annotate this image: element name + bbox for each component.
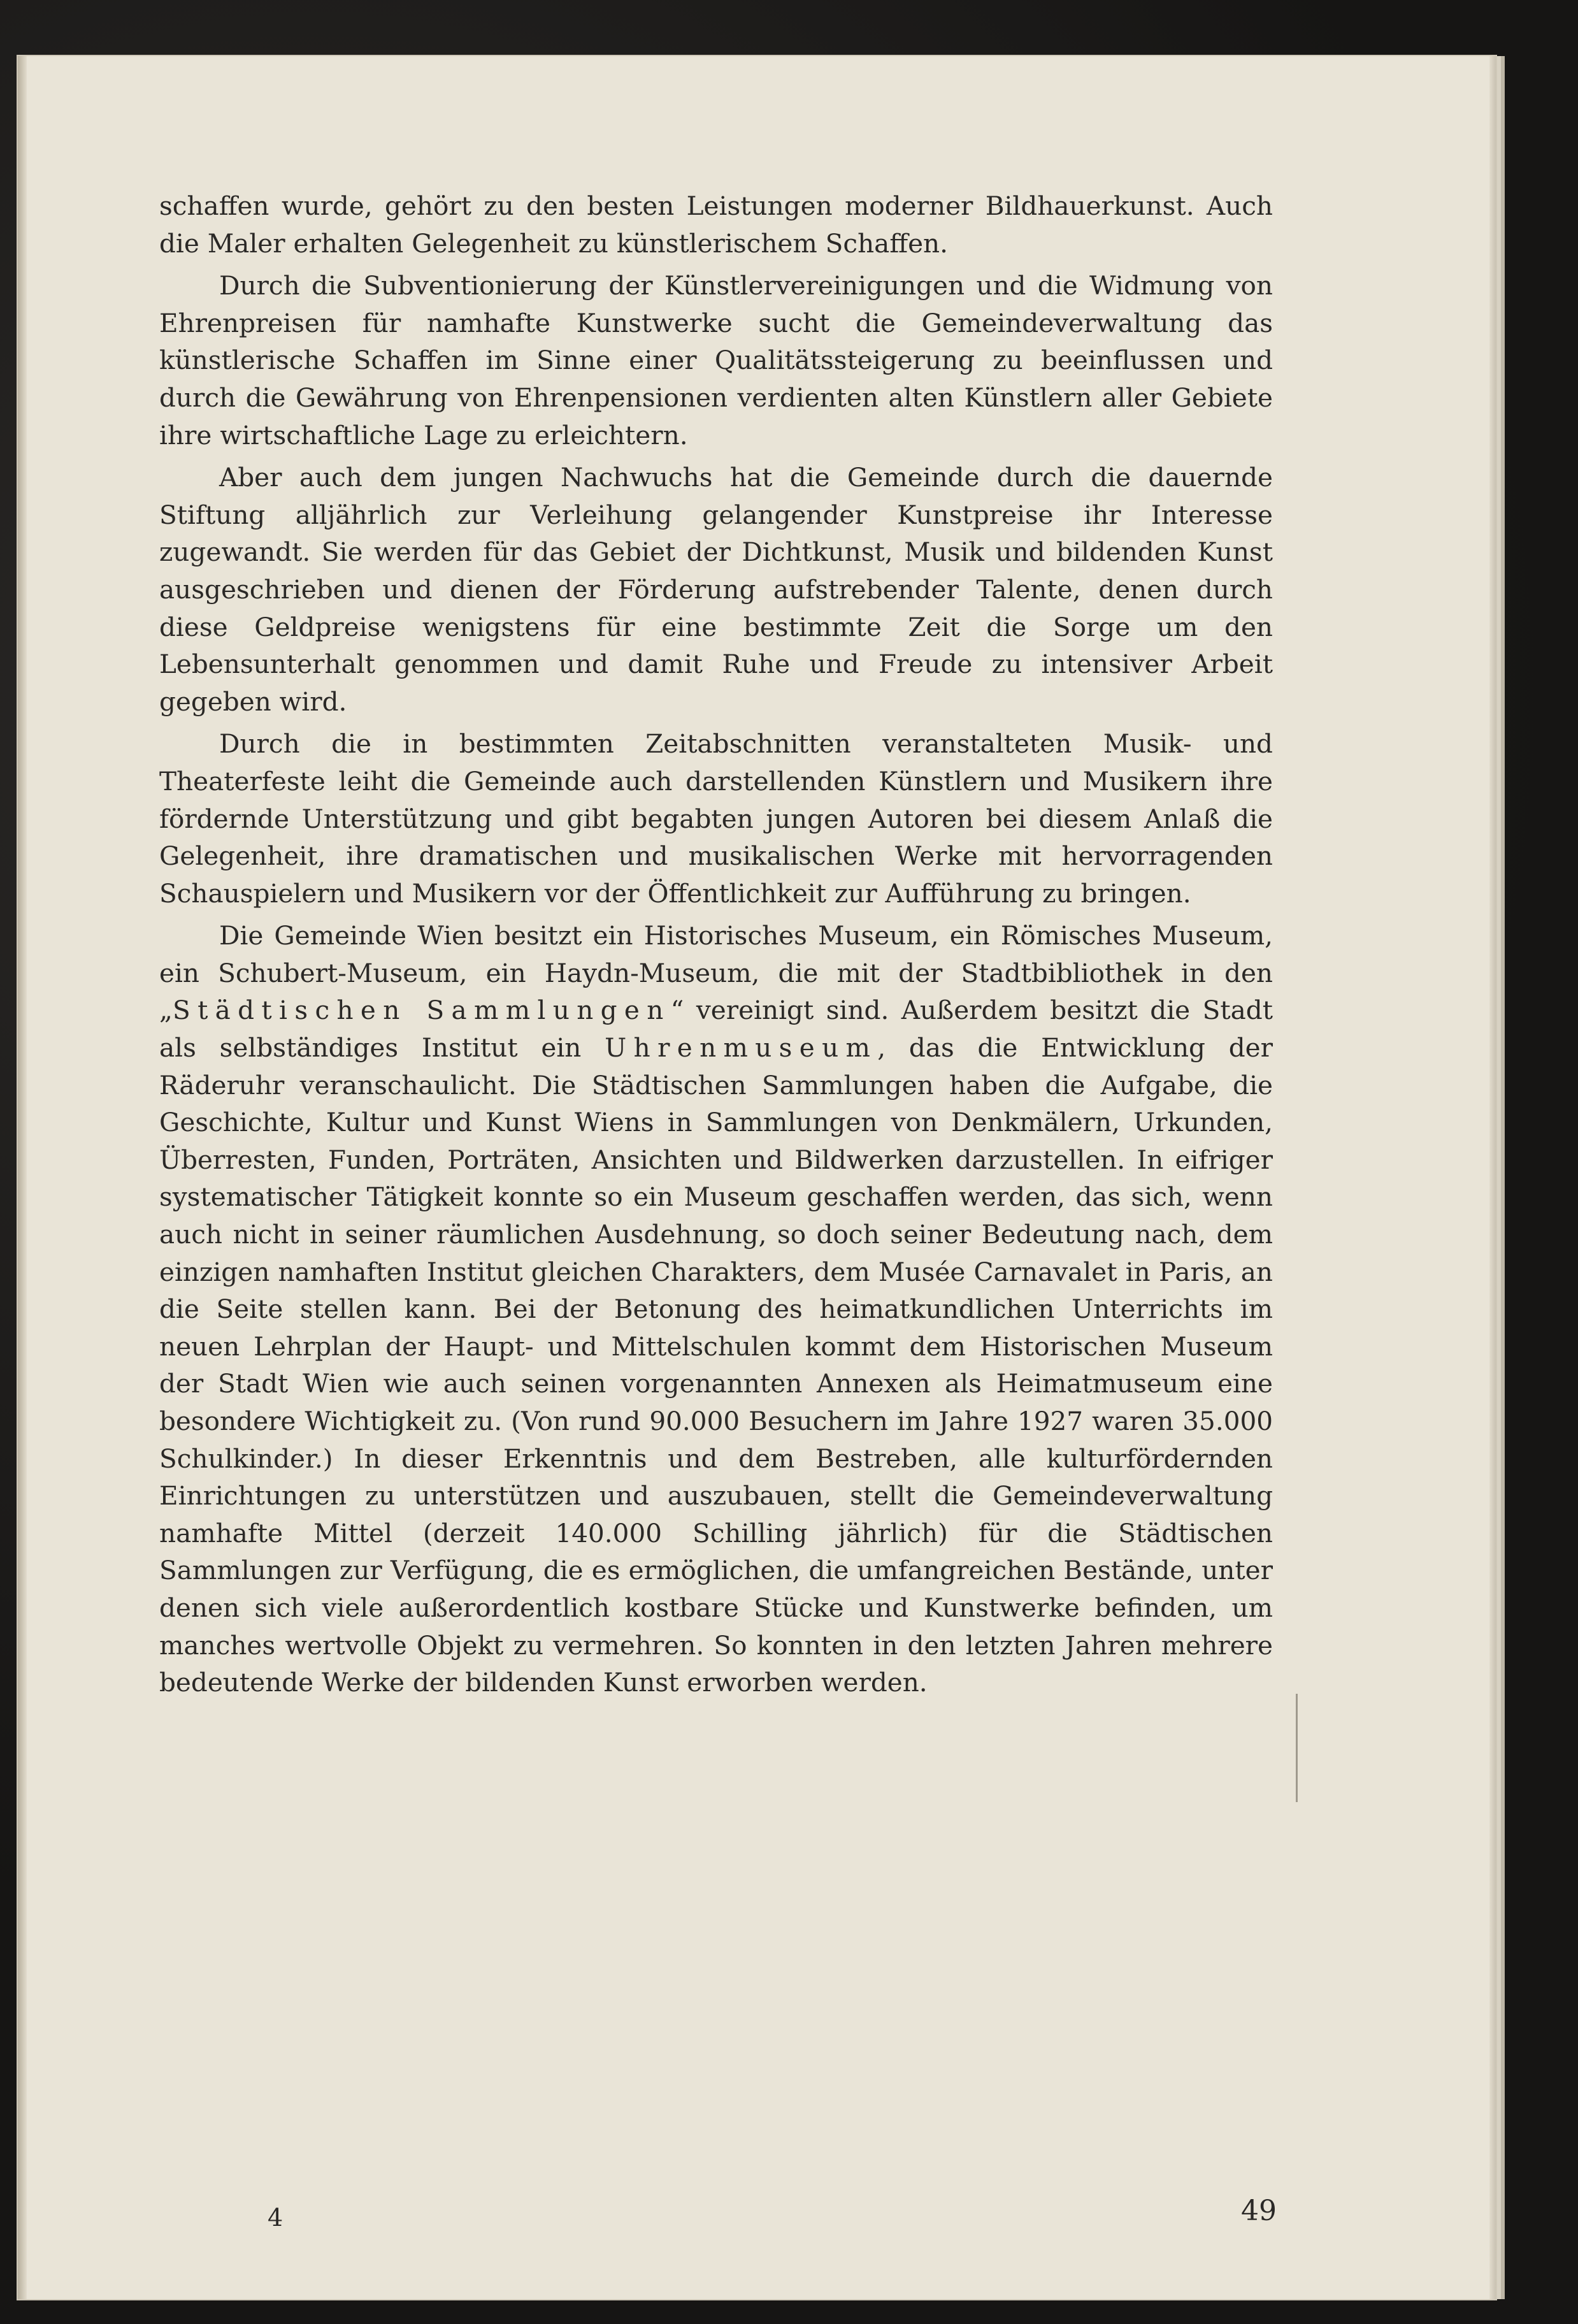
body-text xyxy=(159,187,1273,1701)
museum-text-part-1: Die Gemeinde Wien besitzt ein Historisches Museum, ein Römisches Museum, ein Schubert-Museum, ein Haydn-Museum, die mit der Stadtbibliothek in den „ xyxy=(159,920,1273,1026)
page-number: 49 xyxy=(1241,2195,1277,2227)
page-edge-right xyxy=(1489,56,1496,2299)
page-edge-left xyxy=(18,56,27,2299)
paragraph-4: Durch die in bestimmten Zeitabschnitten veranstalteten Musik- und Theaterfeste leiht die Gemeinde auch darstellenden Künstlern und Musikern ihre fördernde Unterstützung und gibt begabten jungen Autoren bei diesem Anlaß die Gelegenheit, ihre dramatischen und musikalischen Werke mit hervorragenden Schauspielern und Musikern vor der Öffentlichkeit zur Aufführung zu bringen. xyxy=(159,728,1273,909)
museum-text-part-2: “ vereinigt sind. Außerdem besitzt die Stadt als selbständiges Institut ein xyxy=(159,995,1273,1064)
book-page xyxy=(18,56,1496,2299)
spaced-uhrenmuseum: Uhrenmuseum xyxy=(605,1032,878,1064)
margin-pencil-mark xyxy=(1296,1694,1298,1802)
paragraph-2: Durch die Subventionierung der Künstlervereinigungen und die Widmung von Ehrenpreisen für namhafte Kunstwerke sucht die Gemeindeverwaltung das künstlerische Schaffen im Sinne einer Qualitätssteigerung zu beeinflussen und durch die Gewährung von Ehrenpensionen verdienten alten Künstlern aller Gebiete ihre wirtschaftliche Lage zu erleichtern. xyxy=(159,270,1273,451)
spaced-staedtische-sammlungen: Städtischen Sammlungen xyxy=(172,995,671,1026)
signature-mark: 4 xyxy=(268,2204,283,2232)
museum-text-part-3: , das die Entwicklung der Räderuhr veranschaulicht. Die Städtischen Sammlungen haben die Aufgabe, die Geschichte, Kultur und Kunst Wiens in Sammlungen von Denkmälern, Urkunden, Überresten, Funden, Porträten, Ansichten und Bildwerken darzustellen. In eifriger systematischer Tätigkeit konnte so ein Museum geschaffen werden, das sich, wenn auch nicht in seiner räumlichen Ausdehnung, so doch seiner Bedeutung nach, dem einzigen namhaften Institut gleichen Charakters, dem Musée Carnavalet in Paris, an die Seite stellen kann. Bei der Betonung des heimatkundlichen Unterrichts im neuen Lehrplan der Haupt- und Mittelschulen kommt dem Historischen Museum der Stadt Wien wie auch seinen vorgenannten Annexen als Heimatmuseum eine besondere Wichtigkeit zu. (Von rund 90.000 Besuchern im Jahre 1927 waren 35.000 Schulkinder.) In dieser Erkenntnis und dem Bestreben, alle kulturfördernden Einrichtungen zu unterstützen und auszubauen, stellt die Gemeindeverwaltung namhafte Mittel (derzeit 140.000 Schilling jährlich) für die Städtischen Sammlungen zur Verfügung, die es ermöglichen, die umfangreichen Bestände, unter denen sich viele außerordentlich kostbare Stücke und Kunstwerke befinden, um manches wertvolle Objekt zu vermehren. So konnten in den letzten Jahren mehrere bedeutende Werke der bildenden Kunst erworben werden. xyxy=(159,1032,1273,1698)
paragraph-1: schaffen wurde, gehört zu den besten Leistungen moderner Bildhauerkunst. Auch die Maler erhalten Gelegenheit zu künstlerischem Schaffen. xyxy=(159,191,1273,259)
paragraph-3: Aber auch dem jungen Nachwuchs hat die Gemeinde durch die dauernde Stiftung alljährlich zur Verleihung gelangender Kunstpreise ihr Interesse zugewandt. Sie werden für das Gebiet der Dichtkunst, Musik und bildenden Kunst ausgeschrieben und dienen der Förderung aufstrebender Talente, denen durch diese Geldpreise wenigstens für eine bestimmte Zeit die Sorge um den Lebensunterhalt genommen und damit Ruhe und Freude zu intensiver Arbeit gegeben wird. xyxy=(159,462,1273,717)
paragraph-5-museums xyxy=(159,917,1273,1701)
